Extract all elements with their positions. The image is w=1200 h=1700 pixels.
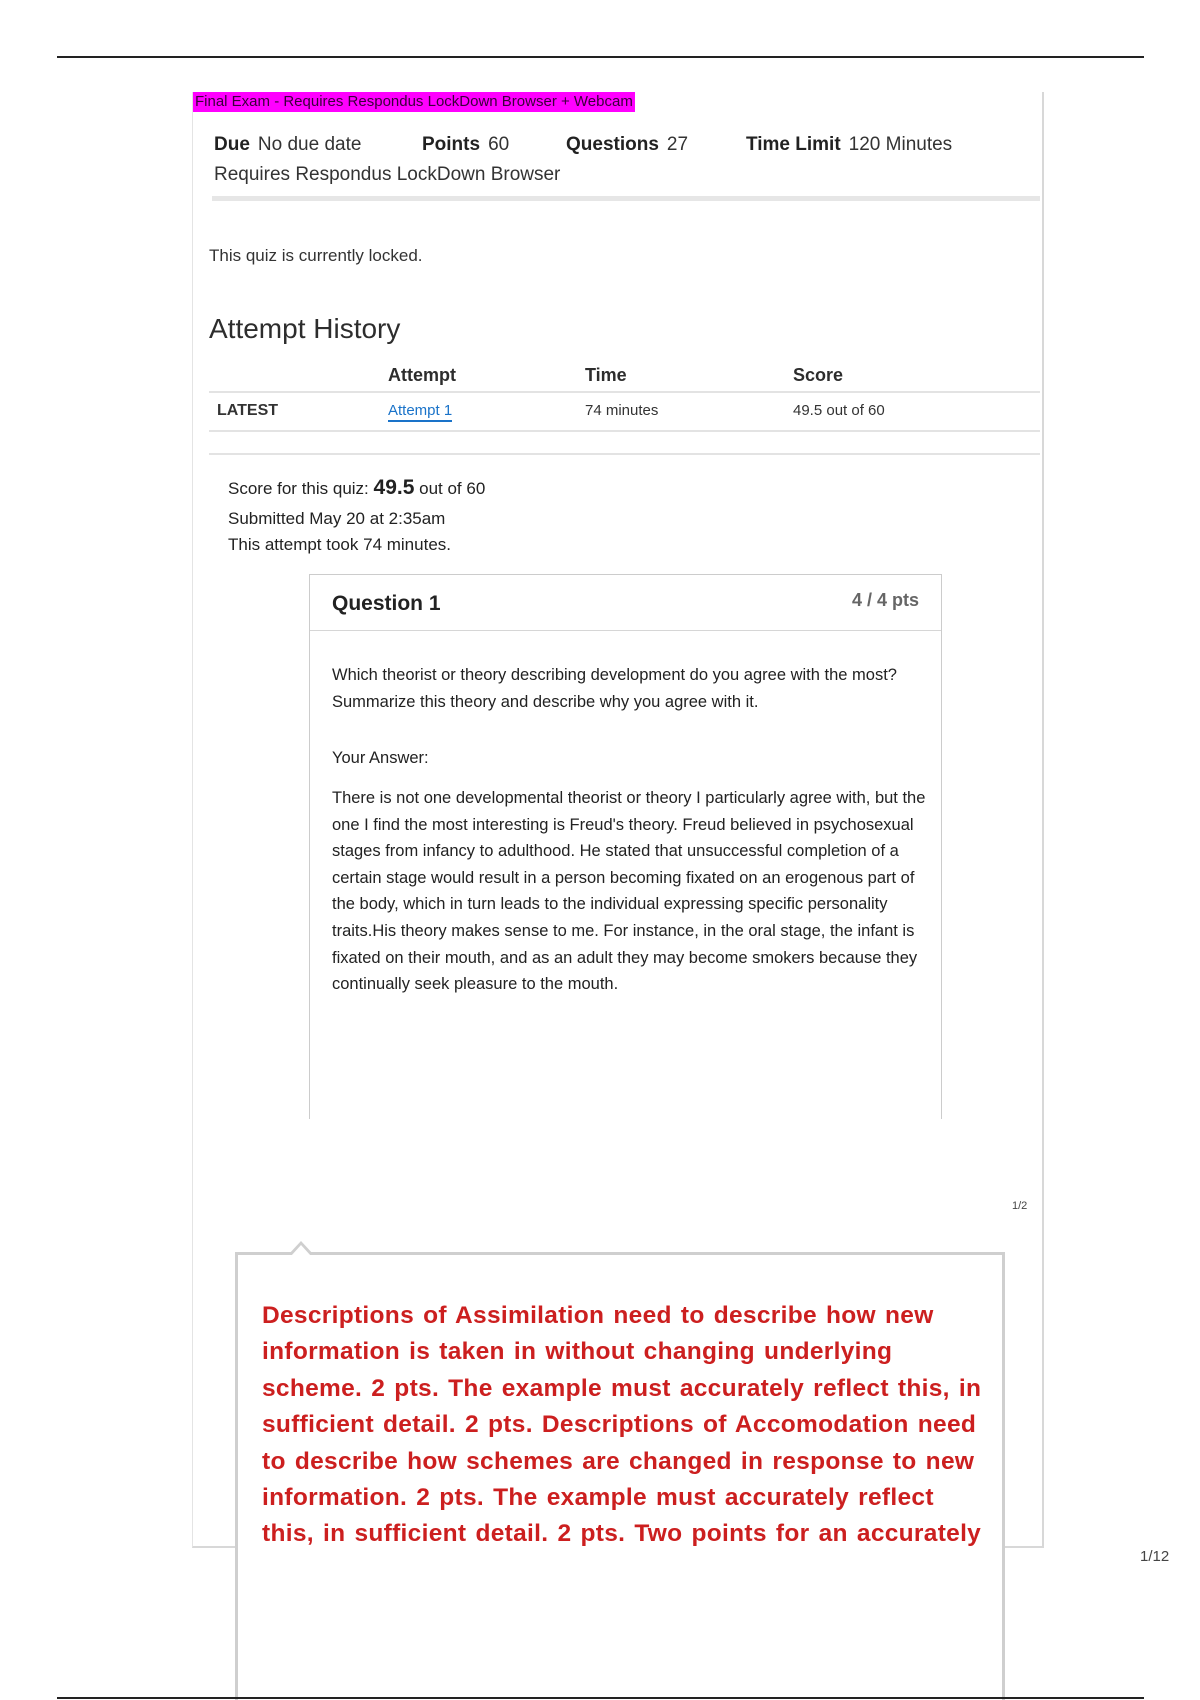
time-limit-label: Time Limit <box>746 134 841 155</box>
quiz-title: Final Exam - Requires Respondus LockDown Browser + Webcam <box>195 93 633 110</box>
submitted-line: Submitted May 20 at 2:35am <box>228 509 446 528</box>
questions-info <box>566 133 688 157</box>
column-header-score: Score <box>793 365 844 385</box>
question-points: 4 / 4 pts <box>851 590 919 610</box>
question-header <box>310 575 941 631</box>
your-answer-label: Your Answer: <box>332 749 429 767</box>
locked-message: This quiz is currently locked. <box>209 246 423 265</box>
question-card <box>309 574 942 1119</box>
score-number: 49.5 <box>373 476 415 499</box>
answer-text: There is not one developmental theorist or theory I particularly agree with, but the one I find the most interesting is Freud's theory. Freud believed in psychosexual stages from infancy to adulthood. He stated that unsuccessful completion of a certain stage would result in a person becoming fixated on an erogenous part of the body, which in turn leads to the individual expressing specific personality traits.His theory makes sense to me. For instance, in the oral stage, the infant is fixated on their mouth, and as an adult they may become smokers because they continually seek pleasure to the mouth. <box>332 789 926 994</box>
time-limit-value: 120 Minutes <box>848 134 953 155</box>
attempt-1-link[interactable]: Attempt 1 <box>388 402 452 422</box>
score-suffix: out of 60 <box>419 479 486 498</box>
table-cell-score: 49.5 out of 60 <box>793 402 885 419</box>
quiz-score-line <box>228 476 485 500</box>
question-title: Question 1 <box>332 592 441 615</box>
popover-arrow-inner <box>291 1245 311 1256</box>
latest-label: LATEST <box>217 402 279 419</box>
time-limit-info <box>746 133 952 157</box>
column-header-time: Time <box>585 365 627 385</box>
score-prefix: Score for this quiz: <box>228 479 369 498</box>
points-label: Points <box>422 134 481 155</box>
question-prompt: Which theorist or theory describing development do you agree with the most? Summarize this theory and describe why you agree with it. <box>332 666 897 711</box>
column-header-attempt: Attempt <box>388 365 456 385</box>
questions-value: 27 <box>666 134 689 155</box>
table-cell-time: 74 minutes <box>585 402 659 419</box>
meta-divider <box>212 196 1040 201</box>
top-rule <box>57 56 1144 58</box>
feedback-text: Descriptions of Assimilation need to describe how new information is taken in without changing underlying scheme. 2 pts. The example must accurately reflect this, in sufficient detail. 2 pts. Descriptions of Accomodation need to describe how schemes are changed in response to new information. 2 pts. The example must accurately reflect this, in sufficient detail. 2 pts. Two points for an accurately <box>262 1302 982 1548</box>
duration-line: This attempt took 74 minutes. <box>228 535 451 554</box>
table-row-divider <box>209 430 1040 432</box>
due-label: Due <box>214 134 250 155</box>
due-info <box>214 133 361 157</box>
questions-label: Questions <box>566 134 659 155</box>
attempt-history-title: Attempt History <box>209 313 401 344</box>
points-value: 60 <box>488 134 510 155</box>
table-cell-attempt <box>388 402 452 419</box>
pdf-page-number: 1/12 <box>1140 1548 1170 1565</box>
printed-page-number: 1/2 <box>1012 1200 1028 1212</box>
bottom-rule <box>57 1697 1144 1699</box>
table-header-divider <box>209 391 1040 393</box>
due-value: No due date <box>257 134 362 155</box>
lockdown-requirement: Requires Respondus LockDown Browser <box>214 164 561 185</box>
section-divider <box>209 453 1040 455</box>
points-info <box>422 133 509 157</box>
feedback-popover <box>235 1252 1005 1700</box>
